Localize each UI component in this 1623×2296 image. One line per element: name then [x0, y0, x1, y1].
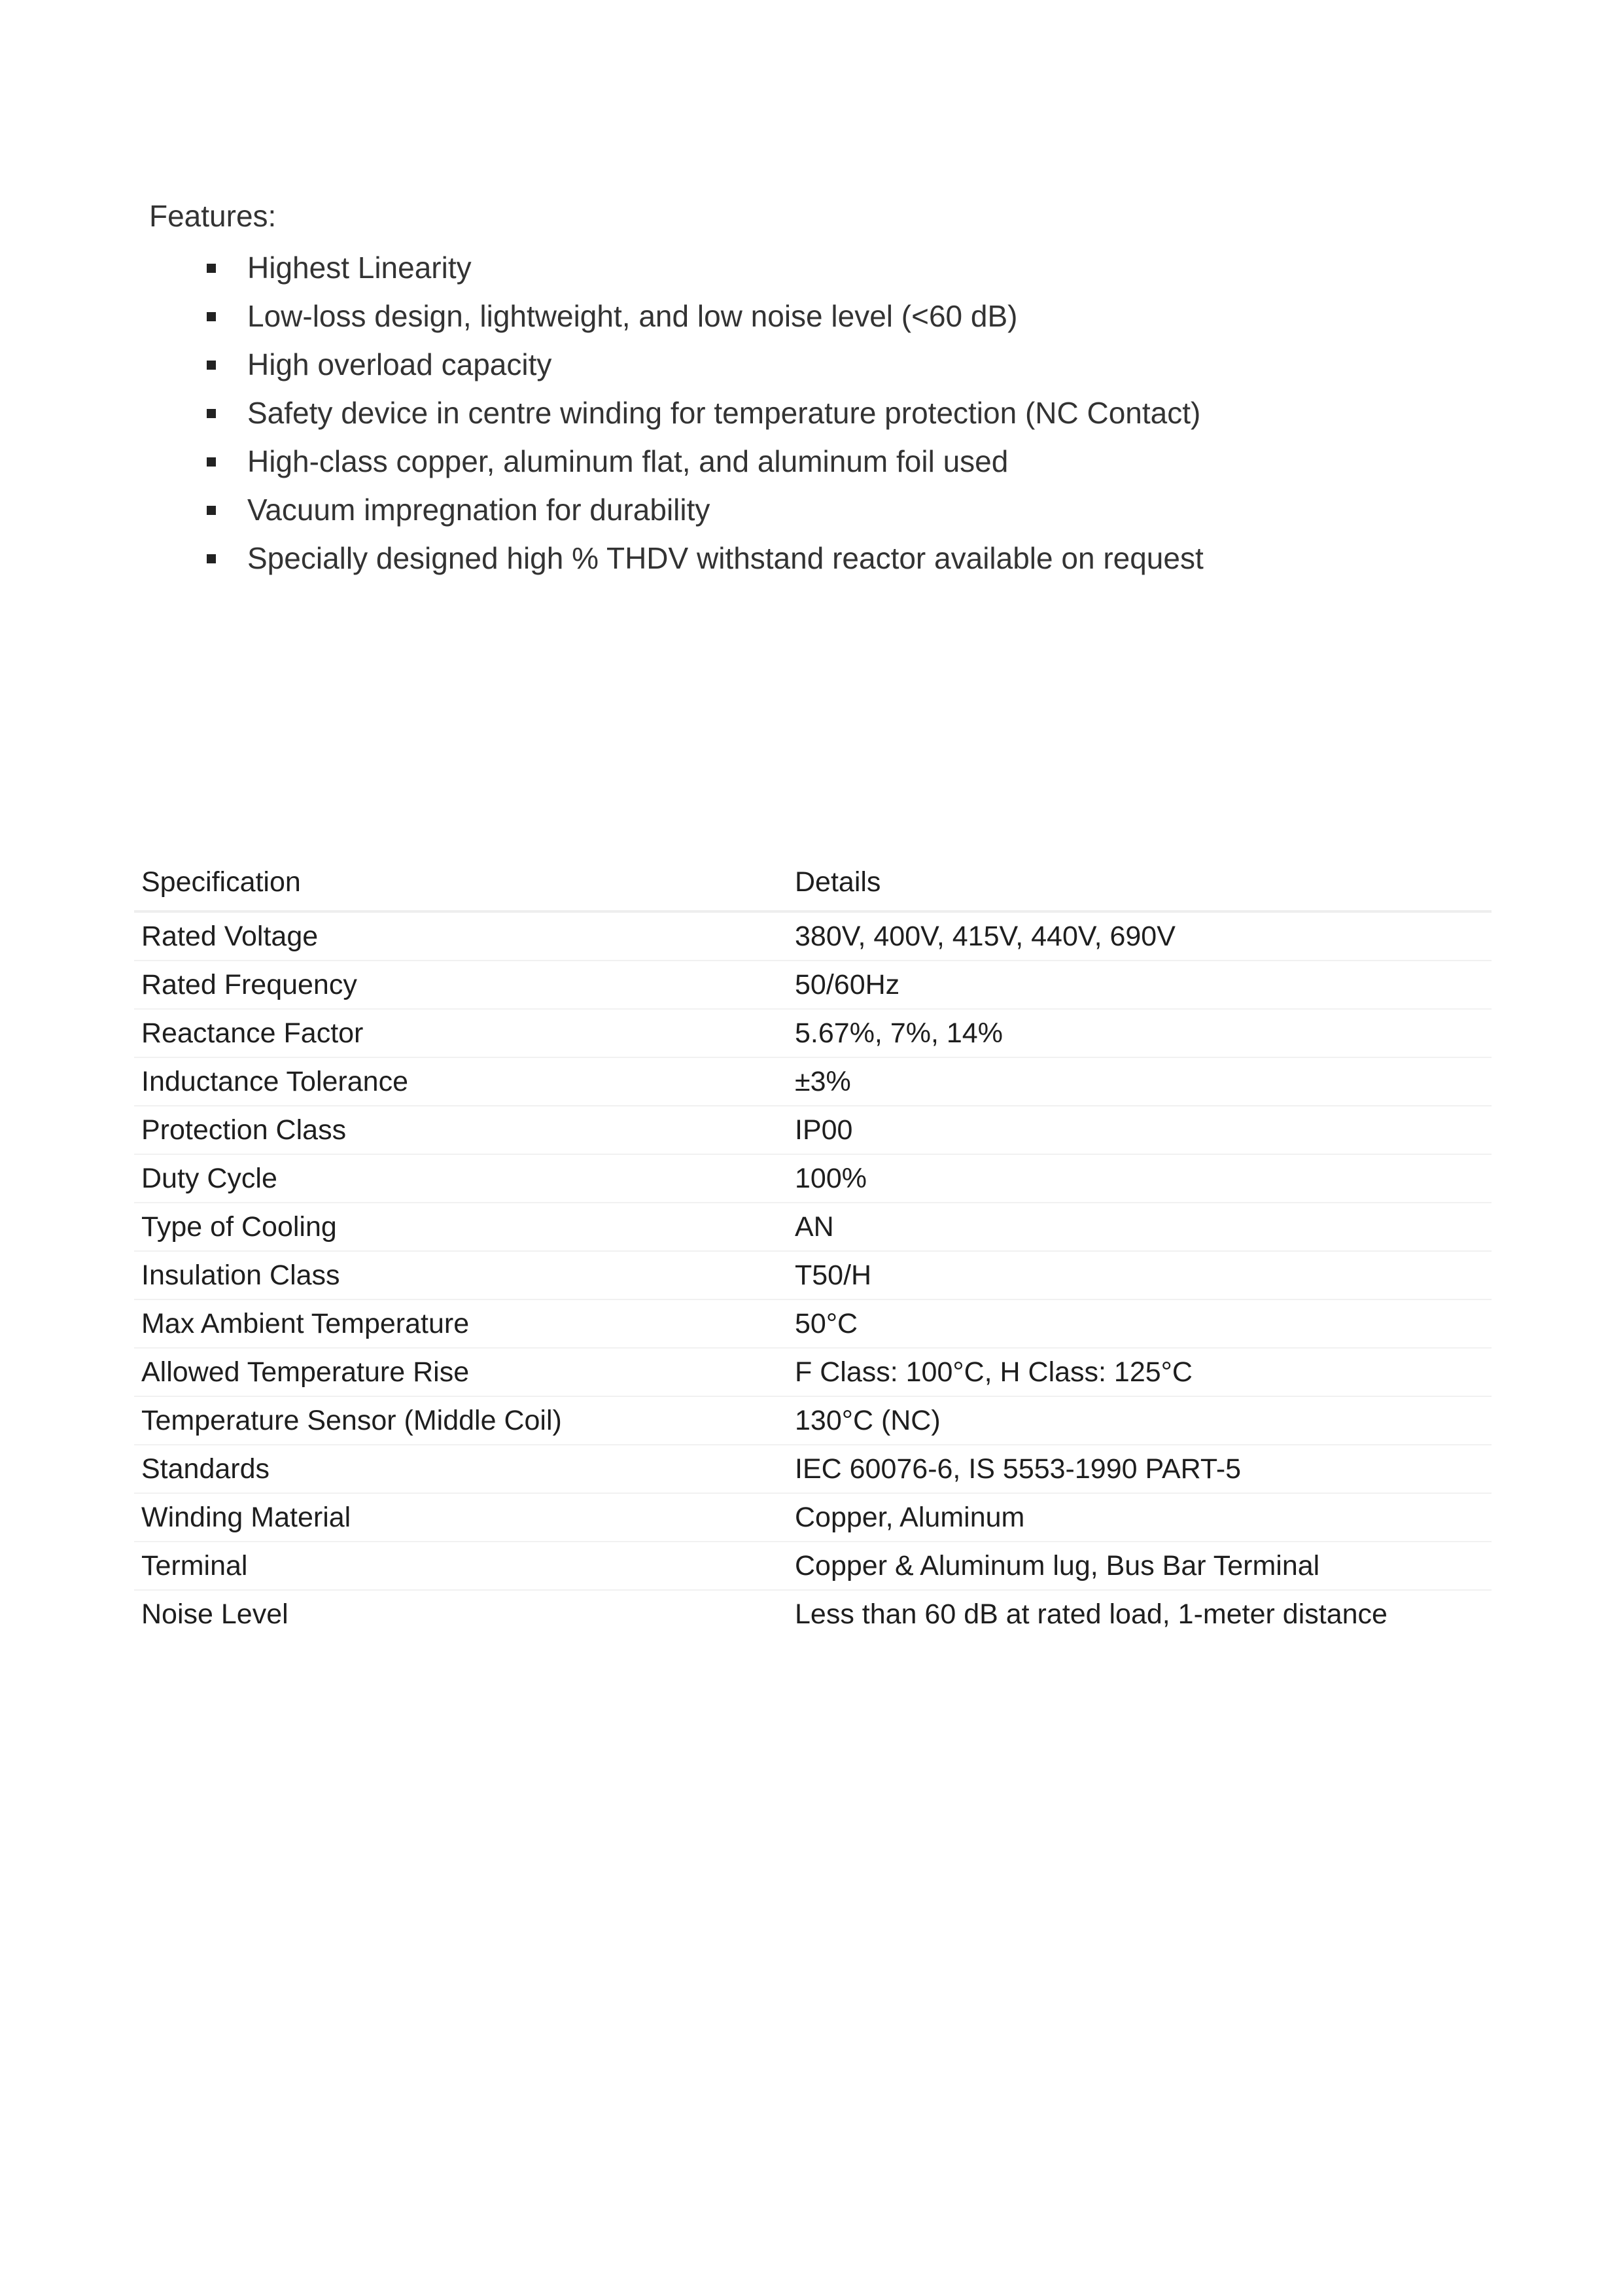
- table-row: [134, 1590, 1492, 1638]
- table-row: [134, 911, 1492, 961]
- spec-value-cell: T50/H: [788, 1251, 1492, 1299]
- table-row: [134, 1251, 1492, 1299]
- features-section: [149, 195, 1523, 582]
- table-row: [134, 961, 1492, 1009]
- table-row: [134, 1106, 1492, 1154]
- table-header-row: [134, 854, 1492, 911]
- spec-value-cell: Less than 60 dB at rated load, 1-meter distance: [795, 1598, 1387, 1630]
- spec-name-cell: Allowed Temperature Rise: [134, 1348, 788, 1396]
- spec-value-cell: ±3%: [788, 1057, 1492, 1106]
- spec-value-cell: 5.67%, 7%, 14%: [788, 1009, 1492, 1057]
- square-bullet-icon: [207, 312, 216, 321]
- spec-name-cell: Insulation Class: [134, 1251, 788, 1299]
- square-bullet-icon: [207, 264, 216, 273]
- table-row: [134, 1154, 1492, 1203]
- feature-text: Vacuum impregnation for durability: [247, 493, 710, 527]
- spec-value-cell: 130°C (NC): [788, 1396, 1492, 1445]
- feature-item: [149, 437, 1523, 486]
- feature-text: Low-loss design, lightweight, and low noise level (<60 dB): [247, 299, 1018, 333]
- spec-value-cell: IP00: [788, 1106, 1492, 1154]
- square-bullet-icon: [207, 506, 216, 515]
- square-bullet-icon: [207, 554, 216, 563]
- feature-text: High overload capacity: [247, 347, 552, 381]
- square-bullet-icon: [207, 457, 216, 467]
- table-row: [134, 1445, 1492, 1493]
- table-row: [134, 1057, 1492, 1106]
- table-row: [134, 1396, 1492, 1445]
- table-row: [134, 1299, 1492, 1348]
- specification-table: [134, 854, 1492, 1638]
- feature-item: [149, 292, 1523, 340]
- column-header-details: Details: [788, 854, 1492, 911]
- spec-name-cell: Rated Frequency: [134, 961, 788, 1009]
- spec-value-cell: 100%: [788, 1154, 1492, 1203]
- spec-name-cell: Type of Cooling: [134, 1203, 788, 1251]
- feature-item: [149, 340, 1523, 389]
- table-row: [134, 1493, 1492, 1542]
- spec-value-cell: 380V, 400V, 415V, 440V, 690V: [788, 911, 1492, 961]
- spec-value-cell: Copper, Aluminum: [788, 1493, 1492, 1542]
- spec-value-cell: Copper & Aluminum lug, Bus Bar Terminal: [788, 1542, 1492, 1590]
- column-header-specification: Specification: [134, 854, 788, 911]
- spec-name-cell: Winding Material: [134, 1493, 788, 1542]
- table-row: [134, 1009, 1492, 1057]
- feature-item: [149, 243, 1523, 292]
- feature-text: High-class copper, aluminum flat, and aluminum foil used: [247, 444, 1009, 478]
- feature-item: [149, 389, 1523, 437]
- square-bullet-icon: [207, 361, 216, 370]
- spec-value-cell: 50°C: [788, 1299, 1492, 1348]
- spec-name-cell: Protection Class: [134, 1106, 788, 1154]
- spec-name-cell: Max Ambient Temperature: [134, 1299, 788, 1348]
- square-bullet-icon: [207, 409, 216, 418]
- table-row: [134, 1203, 1492, 1251]
- table-row: [134, 1348, 1492, 1396]
- spec-name-cell: Terminal: [134, 1542, 788, 1590]
- feature-item: [149, 534, 1523, 582]
- spec-name-cell: Inductance Tolerance: [134, 1057, 788, 1106]
- spec-name-cell: Standards: [134, 1445, 788, 1493]
- table-row: [134, 1542, 1492, 1590]
- features-heading: Features:: [149, 199, 277, 233]
- feature-list: [149, 243, 1523, 582]
- feature-text: Highest Linearity: [247, 251, 472, 285]
- spec-name-cell: Noise Level: [141, 1598, 288, 1630]
- feature-item: [149, 486, 1523, 534]
- spec-value-cell: AN: [788, 1203, 1492, 1251]
- spec-name-cell: Rated Voltage: [134, 911, 788, 961]
- spec-name-cell: Duty Cycle: [134, 1154, 788, 1203]
- spec-value-cell: F Class: 100°C, H Class: 125°C: [788, 1348, 1492, 1396]
- spec-value-cell: IEC 60076-6, IS 5553-1990 PART-5: [788, 1445, 1492, 1493]
- spec-name-cell: Temperature Sensor (Middle Coil): [134, 1396, 788, 1445]
- spec-value-cell: 50/60Hz: [788, 961, 1492, 1009]
- feature-text: Safety device in centre winding for temperature protection (NC Contact): [247, 396, 1201, 430]
- spec-name-cell: Reactance Factor: [134, 1009, 788, 1057]
- feature-text: Specially designed high % THDV withstand reactor available on request: [247, 541, 1204, 575]
